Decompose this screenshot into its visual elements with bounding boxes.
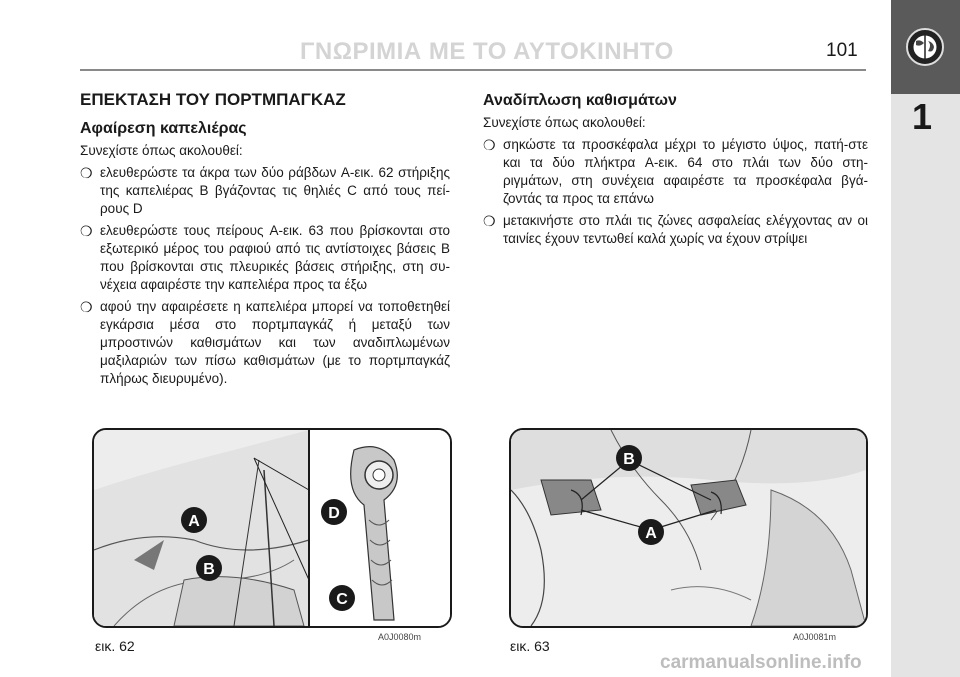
bullet-icon: ❍ (80, 223, 93, 239)
figure-62-drawing (94, 430, 450, 626)
list-item: ❍ σηκώστε τα προσκέφαλα μέχρι το μέγιστο ύψος, πατή-στε και τα δύο πλήκτρα A-εικ. 64 στο πλάι των δύο στη-ριγμάτων, στη συνέχεια αφαιρέστε τα προσκέφαλα βγά-ζοντάς τα προς τα επάνω (483, 137, 868, 206)
svg-text:B: B (623, 451, 635, 468)
bullet-icon: ❍ (483, 213, 496, 229)
figure-62-caption: εικ. 62 (95, 638, 135, 654)
bullet-icon: ❍ (80, 165, 93, 181)
bullet-icon: ❍ (483, 137, 496, 153)
list-item: ❍ ελευθερώστε τους πείρους A-εικ. 63 που βρίσκονται στο εξωτερικό μέρος του ραφιού από τις αντίστοιχες βάσεις B που βρίσκονται στις πλευρικές βάσεις στήριξης, στη συ-νέχεια αφαιρέστε την καπελιέρα προς τα έξω (80, 223, 450, 292)
svg-text:B: B (203, 561, 215, 578)
page-number: 101 (826, 40, 858, 61)
chapter-number: 1 (912, 96, 933, 137)
list-item: ❍ ελευθερώστε τα άκρα των δύο ράβδων A-εικ. 62 στήριξης της καπελιέρας B βγάζοντας τις θηλιές C από τους πεί-ρους D (80, 165, 450, 216)
subsection-title-fold-seats: Αναδίπλωση καθισμάτων (483, 92, 677, 109)
svg-text:A: A (188, 513, 200, 530)
intro-text: Συνεχίστε όπως ακολουθεί: (80, 143, 243, 158)
figure-62-illustration (92, 428, 452, 628)
watermark: carmanualsonline.info (660, 652, 862, 673)
figure-62-code: A0J0080m (378, 632, 422, 642)
section-title: ΕΠΕΚΤΑΣΗ ΤΟΥ ΠΟΡΤΜΠΑΓΚΑΖ (80, 90, 346, 109)
callout-label-c (329, 585, 355, 611)
figure-63-caption: εικ. 63 (510, 638, 550, 654)
callout-label-d (321, 499, 347, 525)
svg-text:C: C (336, 591, 348, 608)
callout-label-a (638, 519, 664, 545)
figure-63-illustration (509, 428, 868, 628)
callout-label-b (616, 445, 642, 471)
steps-list (483, 136, 868, 248)
steps-list (80, 164, 450, 388)
subsection-title-remove-shelf: Αφαίρεση καπελιέρας (80, 120, 247, 137)
svg-text:D: D (328, 505, 340, 522)
left-column (80, 90, 450, 392)
brand-logo-icon (905, 27, 945, 67)
list-item: ❍ αφού την αφαιρέσετε η καπελιέρα μπορεί να τοποθετηθεί εγκάρσια μέσα στο πορτμπαγκάζ ή μεταξύ των μπροστινών καθισμάτων και των αναδιπλωμένων μαξιλαριών των πίσω καθισμάτων (με το πορτμπαγκάζ πλήρως διευρυμένο). (80, 299, 450, 386)
bullet-icon: ❍ (80, 299, 93, 315)
intro-text: Συνεχίστε όπως ακολουθεί: (483, 115, 646, 130)
callout-label-a (181, 507, 207, 533)
callout-label-b (196, 555, 222, 581)
list-item: ❍ μετακινήστε στο πλάι τις ζώνες ασφαλείας ελέγχοντας αν οι ταινίες έχουν τεντωθεί καλά χωρίς να έχουν στρίψει (483, 213, 868, 246)
figure-63-drawing (511, 430, 866, 626)
page-header-title: ΓΝΩΡΙΜΙΑ ΜΕ ΤΟ ΑΥΤΟΚΙΝΗΤΟ (300, 38, 674, 65)
svg-text:A: A (645, 525, 657, 542)
header-rule (80, 69, 866, 71)
figure-63-code: A0J0081m (793, 632, 837, 642)
right-column (483, 90, 868, 252)
